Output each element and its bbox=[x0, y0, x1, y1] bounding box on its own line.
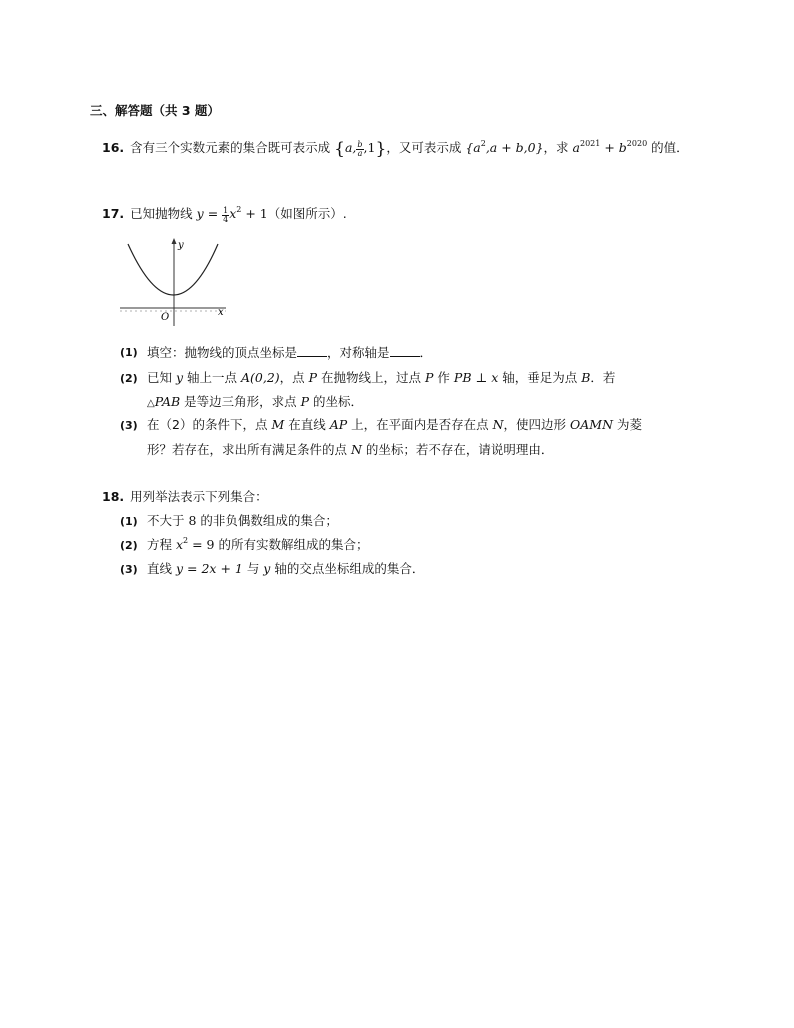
text: 轴，垂足为点 bbox=[498, 370, 582, 385]
math-p: P bbox=[308, 370, 318, 385]
fraction-b-over-a bbox=[356, 141, 363, 158]
math-eight: 8 bbox=[188, 513, 197, 528]
fraction-denominator: 4 bbox=[223, 215, 229, 224]
question-17 bbox=[102, 204, 347, 224]
part-text: 填空：抛物线的顶点坐标是 bbox=[147, 345, 298, 360]
text: 已知 bbox=[147, 370, 176, 385]
x-axis-label: x bbox=[218, 307, 224, 318]
parabola-curve bbox=[128, 244, 218, 295]
text: 的坐标． bbox=[309, 394, 364, 409]
math-p: P bbox=[425, 370, 434, 385]
text: 方程 bbox=[147, 537, 176, 552]
part-number: (2) bbox=[120, 539, 138, 552]
question-number: 17. bbox=[102, 206, 125, 221]
text: 的坐标；若不存在，请说明理由． bbox=[361, 442, 554, 457]
q17-text-a: 已知抛物线 bbox=[130, 206, 193, 221]
math-x: x bbox=[175, 537, 184, 552]
text: 的非负偶数组成的集合； bbox=[196, 513, 338, 528]
q18-text: 用列举法表示下列集合： bbox=[130, 489, 268, 504]
q17-part-3-line-1 bbox=[147, 415, 642, 433]
question-number: 18. bbox=[102, 489, 125, 504]
text: ，使四边形 bbox=[503, 417, 571, 432]
part-text-mid: ，对称轴是 bbox=[327, 345, 390, 360]
text: 作 bbox=[433, 370, 454, 385]
math-p: P bbox=[300, 394, 310, 409]
question-18 bbox=[102, 487, 268, 505]
math-n: N bbox=[350, 442, 362, 457]
equation-rest: + 1 bbox=[241, 206, 268, 221]
equation-x: x bbox=[229, 206, 237, 221]
equation-y: y = bbox=[196, 206, 223, 221]
q16-text-d: 的值． bbox=[651, 140, 689, 155]
text: 的所有实数解组成的集合； bbox=[214, 537, 369, 552]
q16-text-a: 含有三个实数元素的集合既可表示成 bbox=[130, 140, 331, 155]
set1-a: a, bbox=[344, 140, 357, 155]
text: 在（2）的条件下，点 bbox=[147, 417, 272, 432]
set1-end: ,1 bbox=[363, 140, 376, 155]
text: 为菱 bbox=[613, 417, 643, 432]
text: 轴上一点 bbox=[183, 370, 241, 385]
set2-exponent: 2 bbox=[480, 139, 486, 148]
text: 与 bbox=[242, 561, 264, 576]
q18-part-2 bbox=[147, 535, 369, 553]
parabola-figure bbox=[118, 236, 232, 328]
text: 不大于 bbox=[147, 513, 189, 528]
math-pab: PAB bbox=[154, 394, 181, 409]
origin-label: O bbox=[161, 312, 170, 323]
math-b: B bbox=[581, 370, 591, 385]
part-number: (3) bbox=[120, 419, 138, 432]
math-y: y bbox=[263, 561, 271, 576]
q16-text-c: ，求 bbox=[543, 140, 569, 155]
math-exponent: 2 bbox=[183, 536, 189, 545]
expr-a: a bbox=[572, 140, 580, 155]
expr-plus: + bbox=[600, 140, 619, 155]
answer-blank-vertex[interactable] bbox=[297, 356, 327, 357]
text: 在抛物线上，过点 bbox=[317, 370, 426, 385]
answer-blank-axis[interactable] bbox=[390, 356, 420, 357]
fraction-denominator: a bbox=[357, 149, 363, 158]
math-n: N bbox=[492, 417, 504, 432]
text: ．若 bbox=[590, 370, 616, 385]
q18-part-1 bbox=[147, 511, 338, 529]
q17-part-2-line-2 bbox=[147, 392, 363, 410]
question-number: 16. bbox=[102, 140, 125, 155]
text: ，点 bbox=[279, 370, 309, 385]
expr-a-exponent: 2021 bbox=[580, 139, 601, 148]
set2-rest: ,a + b,0} bbox=[485, 140, 544, 155]
math-y: y bbox=[175, 370, 184, 385]
text: 轴的交点坐标组成的集合． bbox=[270, 561, 425, 576]
part-number: (1) bbox=[120, 346, 138, 359]
fraction-numerator: 1 bbox=[223, 206, 229, 215]
q17-part-3-line-2 bbox=[147, 440, 553, 458]
q18-part-3 bbox=[147, 559, 424, 577]
expr-b-exponent: 2020 bbox=[626, 139, 648, 148]
text: 上，在平面内是否存在点 bbox=[347, 417, 493, 432]
part-number: (1) bbox=[120, 515, 138, 528]
fraction-numerator: b bbox=[357, 140, 363, 149]
expr-b: b bbox=[618, 140, 627, 155]
text: 在直线 bbox=[284, 417, 330, 432]
math-oamn: OAMN bbox=[570, 417, 614, 432]
y-axis-arrow bbox=[172, 238, 177, 244]
triangle-symbol: △ bbox=[147, 398, 155, 409]
math-line-equation: y = 2x + 1 bbox=[175, 561, 243, 576]
right-brace: } bbox=[375, 139, 387, 159]
question-16 bbox=[102, 138, 689, 159]
part-number: (2) bbox=[120, 372, 138, 385]
left-brace: { bbox=[334, 139, 345, 159]
math-pb-perp: PB ⊥ x bbox=[453, 370, 499, 385]
q17-part-2-line-1 bbox=[147, 368, 615, 386]
math-point-a: A(0,2) bbox=[241, 370, 280, 385]
math-ap: AP bbox=[329, 417, 348, 432]
q16-text-b: ，又可表示成 bbox=[386, 140, 462, 155]
y-axis-label: y bbox=[178, 240, 184, 251]
set2: {a bbox=[465, 140, 481, 155]
text: 直线 bbox=[147, 561, 176, 576]
math-equals-nine: = 9 bbox=[188, 537, 215, 552]
math-m: M bbox=[271, 417, 285, 432]
part-number: (3) bbox=[120, 563, 138, 576]
text: 是等边三角形，求点 bbox=[180, 394, 301, 409]
section-title: 三、解答题（共 3 题） bbox=[90, 103, 220, 118]
text: 形？若存在，求出所有满足条件的点 bbox=[147, 442, 351, 457]
part-text-end: ． bbox=[419, 345, 433, 360]
q17-text-b: （如图所示）. bbox=[267, 206, 347, 221]
q17-part-1 bbox=[147, 343, 432, 361]
equation-exponent: 2 bbox=[236, 205, 242, 214]
